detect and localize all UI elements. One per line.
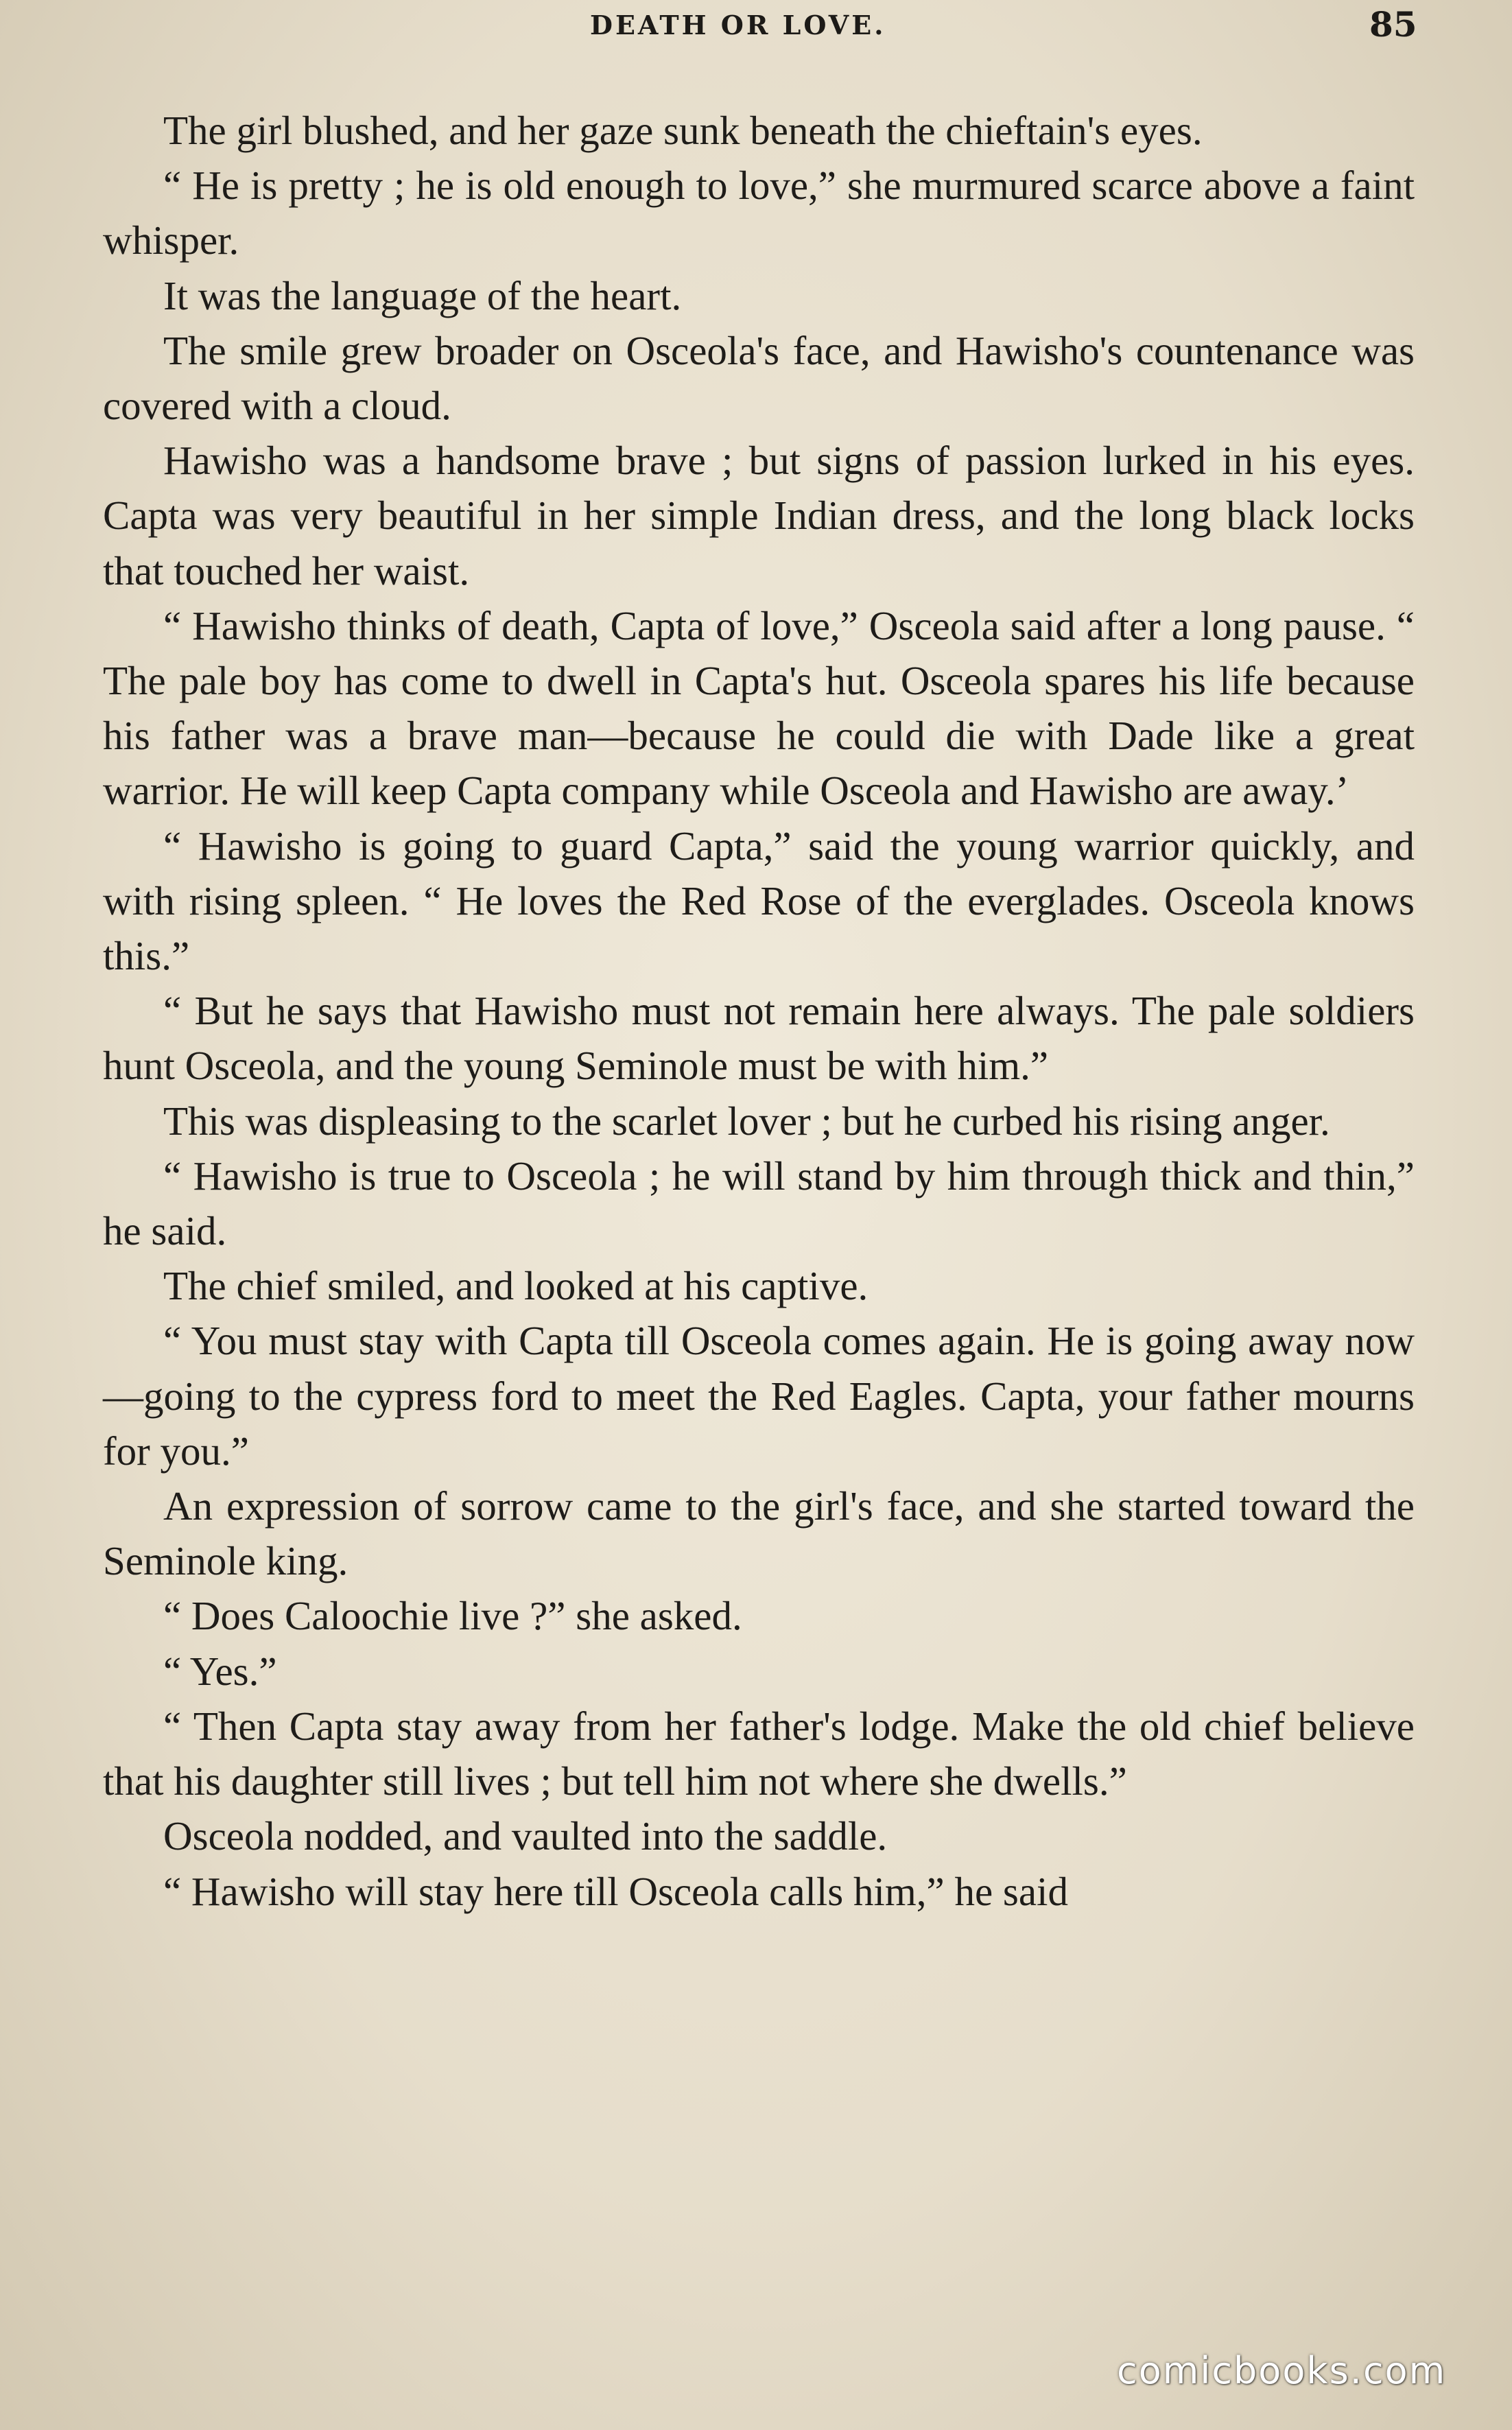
paragraph: “ Does Caloochie live ?” she asked. <box>163 1593 742 1639</box>
paragraph: “ Yes.” <box>163 1648 277 1694</box>
paragraph: Hawisho was a handsome brave ; but signs of passion lurked in his eyes. Capta was very beautiful in her simple Indian dress, and the long black locks that touched her waist. <box>103 438 1415 593</box>
paragraph: The girl blushed, and her gaze sunk beneath the chieftain's eyes. <box>163 108 1203 153</box>
page-body <box>103 103 1415 1919</box>
paragraph: “ Hawisho will stay here till Osceola calls him,” he said <box>163 1868 1068 1914</box>
paragraph: The smile grew broader on Osceola's face, and Hawisho's countenance was covered with a cloud. <box>103 327 1415 429</box>
paragraph: “ You must stay with Capta till Osceola comes again. He is going away now—going to the cypress ford to meet the Red Eagles. Capta, your father mourns for you.” <box>103 1318 1415 1474</box>
paragraph: “ Hawisho is going to guard Capta,” said the young warrior quickly, and with rising spleen. “ He loves the Red Rose of the everglades. Osceola knows this.” <box>103 823 1415 979</box>
paragraph: The chief smiled, and looked at his captive. <box>163 1263 869 1309</box>
paragraph: “ Hawisho thinks of death, Capta of love,” Osceola said after a long pause. “ The pale boy has come to dwell in Capta's hut. Osceola spares his life because his father was a brave man—because he could die with Dade like a great warrior. He will keep Capta company while Osceola and Hawisho are away.’ <box>103 602 1415 814</box>
paragraph: “ But he says that Hawisho must not remain here always. The pale soldiers hunt Osceola, and the young Seminole must be with him.” <box>103 988 1415 1089</box>
paragraph: It was the language of the heart. <box>163 272 682 318</box>
paragraph: “ Then Capta stay away from her father's lodge. Make the old chief believe that his daughter still lives ; but tell him not where she dwells.” <box>103 1703 1415 1804</box>
paragraph: “ He is pretty ; he is old enough to love,” she murmured scarce above a faint whisper. <box>103 163 1415 263</box>
site-watermark: comicbooks.com <box>1117 2349 1447 2392</box>
paragraph: Osceola nodded, and vaulted into the saddle. <box>163 1813 888 1859</box>
running-head: DEATH OR LOVE. <box>590 10 886 40</box>
paragraph: “ Hawisho is true to Osceola ; he will stand by him through thick and thin,” he said. <box>103 1153 1415 1254</box>
page-number: 85 <box>1369 4 1417 45</box>
paragraph: An expression of sorrow came to the girl's face, and she started toward the Seminole king. <box>103 1483 1415 1584</box>
paragraph: This was displeasing to the scarlet lover ; but he curbed his rising anger. <box>163 1098 1330 1144</box>
